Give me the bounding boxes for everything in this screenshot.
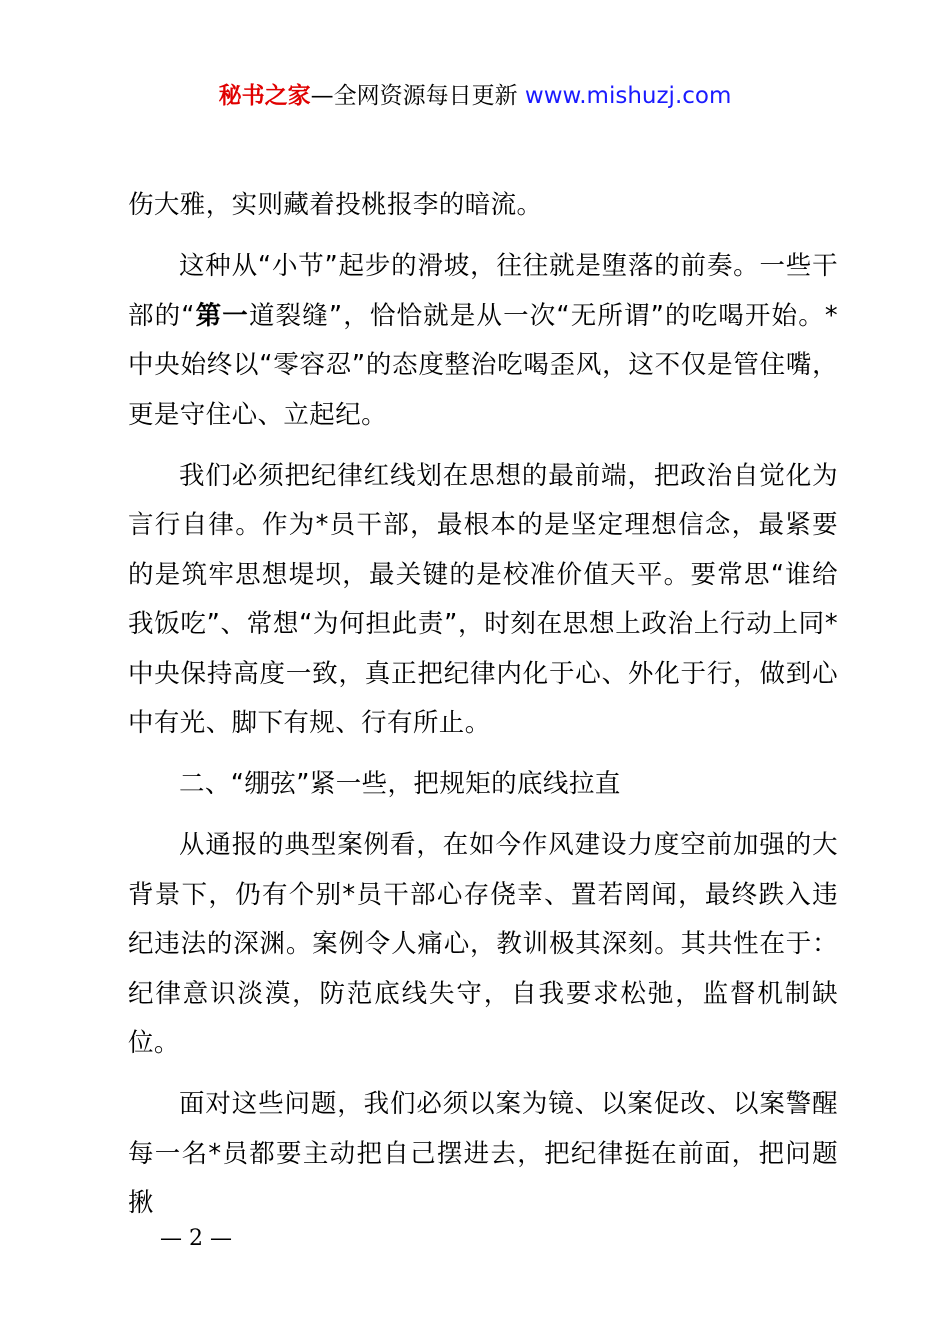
paragraph-continued: 伤大雅，实则藏着投桃报李的暗流。: [128, 190, 543, 220]
paragraph-text: 这种从“小节”起步的滑坡，往往就是堕落的前奏。一些干部的“: [128, 251, 838, 331]
section-heading: 二、“绷弦”紧一些，把规矩的底线拉直: [179, 769, 621, 799]
document-body: [128, 181, 838, 1240]
site-url-link[interactable]: www.mishuzj.com: [524, 83, 732, 109]
paragraph: [128, 242, 838, 440]
site-header: [0, 80, 950, 112]
bold-text: 第一: [194, 300, 249, 331]
paragraph-text: 道裂缝”，恰恰就是从一次“无所谓”的吃喝开始。*中央始终以“零容忍”的态度整治吃喝歪风，这不仅是管住嘴，更是守住心、立起纪。: [128, 300, 838, 430]
brand-name: 秘书之家: [218, 83, 311, 109]
paragraph: 从通报的典型案例看，在如今作风建设力度空前加强的大背景下，仍有个别*员干部心存侥幸、置若罔闻，最终跌入违纪违法的深渊。案例令人痛心，教训极其深刻。其共性在于：纪律意识淡漠，防范底线失守，自我要求松弛，监督机制缺位。: [128, 830, 838, 1058]
page-number: — 2 —: [160, 1226, 232, 1251]
header-tagline: —全网资源每日更新: [310, 83, 525, 109]
paragraph: 面对这些问题，我们必须以案为镜、以案促改、以案警醒每一名*员都要主动把自己摆进去，把纪律挺在前面，把问题揪: [128, 1089, 838, 1218]
paragraph: 我们必须把纪律红线划在思想的最前端，把政治自觉化为言行自律。作为*员干部，最根本的是坚定理想信念，最紧要的是筑牢思想堤坝，最关键的是校准价值天平。要常思“谁给我饭吃”、常想“为何担此责”，时刻在思想上政治上行动上同*中央保持高度一致，真正把纪律内化于心、外化于行，做到心中有光、脚下有规、行有所止。: [128, 460, 838, 738]
